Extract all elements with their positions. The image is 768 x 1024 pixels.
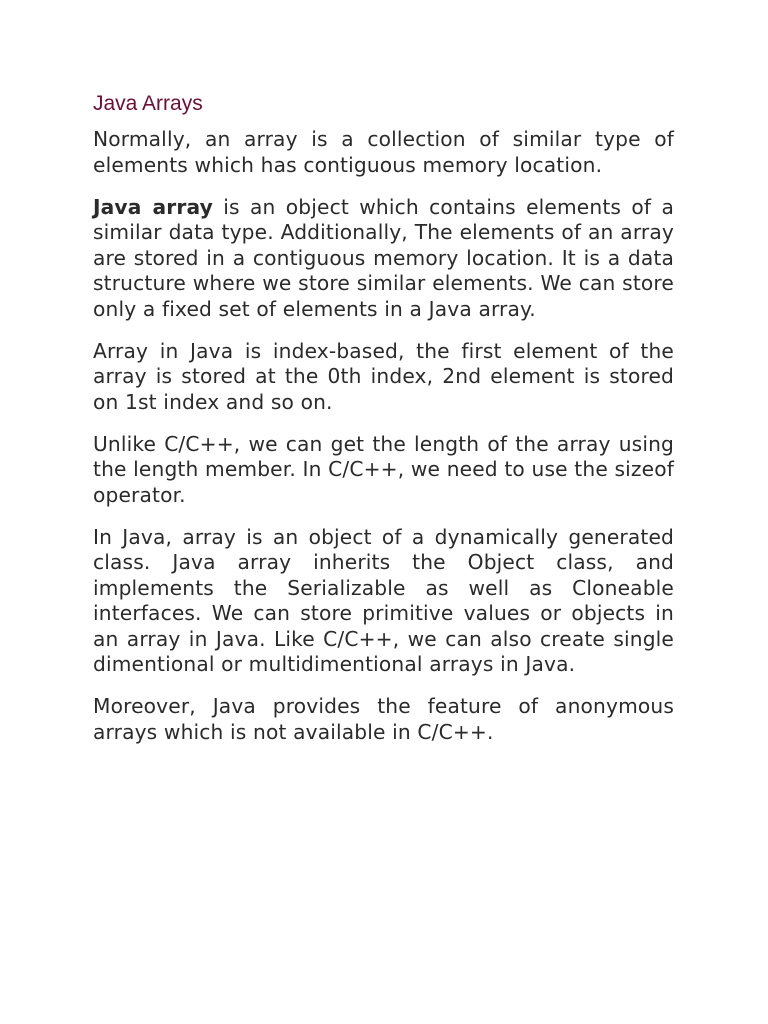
paragraph-3-text: Array in Java is index-based, the first element of the array is stored at the 0th index, 2nd element is stored on 1st index and so on. (93, 338, 674, 414)
paragraph-6 (93, 694, 674, 745)
document-title: Java Arrays (93, 92, 203, 115)
paragraph-1-text: Normally, an array is a collection of similar type of elements which has contiguous memory location. (93, 127, 674, 177)
paragraph-4 (93, 432, 674, 509)
paragraph-2-bold-term: Java array (93, 194, 213, 219)
paragraph-6-text: Moreover, Java provides the feature of anonymous arrays which is not available in C/C++. (93, 694, 674, 744)
paragraph-5 (93, 525, 674, 678)
paragraph-2-text: is an object which contains elements of a similar data type. Additionally, The elements of an array are stored in a contiguous memory location. It is a data structure where we store similar elements. We can store only a fixed set of elements in a Java array. (93, 194, 674, 321)
paragraph-5-text: In Java, array is an object of a dynamically generated class. Java array inherits the Object class, and implements the Serializable as well as Cloneable interfaces. We can store primitive values or objects in an array in Java. Like C/C++, we can also create single dimentional or multidimentional arrays in Java. (93, 524, 674, 676)
paragraph-4-text: Unlike C/C++, we can get the length of the array using the length member. In C/C++, we need to use the sizeof operator. (93, 431, 674, 507)
paragraph-2 (93, 195, 674, 323)
paragraph-1 (93, 127, 674, 178)
paragraph-3 (93, 339, 674, 416)
document-page (93, 90, 674, 762)
